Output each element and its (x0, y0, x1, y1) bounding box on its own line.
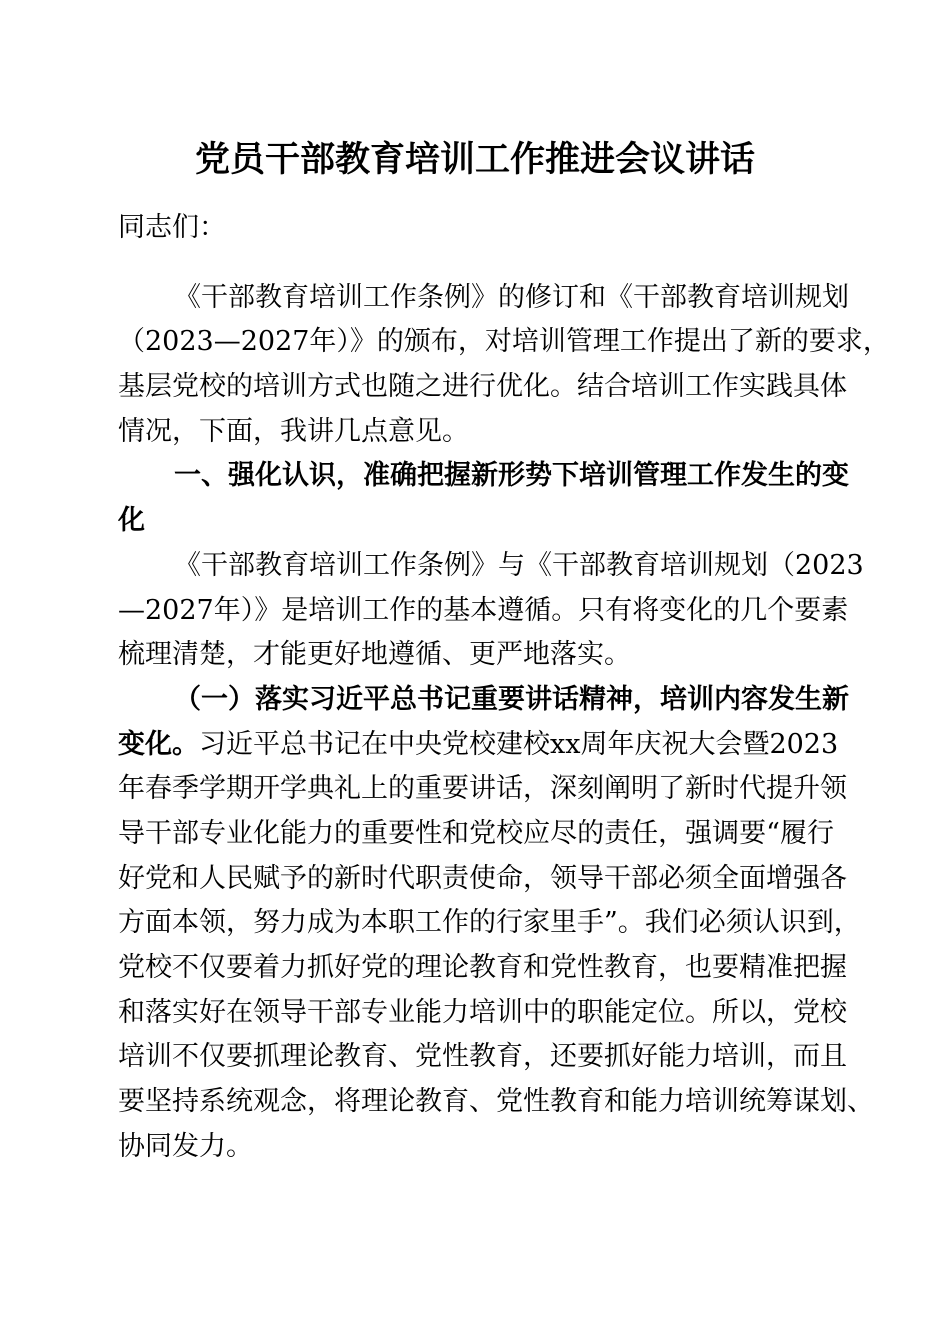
text-line: 导干部专业化能力的重要性和党校应尽的责任，强调要“履行 (118, 817, 834, 849)
text-line: （2023—2027年）》的颁布，对培训管理工作提出了新的要求， (118, 326, 890, 358)
text-line: 基层党校的培训方式也随之进行优化。结合培训工作实践具体 (118, 371, 847, 403)
text-line: 和落实好在领导干部专业能力培训中的职能定位。所以，党校 (118, 996, 847, 1028)
subsection-paragraph (118, 678, 874, 1170)
heading-line: 一、强化认识，准确把握新形势下培训管理工作发生的变 (174, 460, 849, 492)
text-line: —2027年）》是培训工作的基本遵循。只有将变化的几个要素 (118, 594, 849, 626)
subheading-tail: 变化。 (118, 728, 199, 760)
text-line (118, 723, 839, 768)
heading-line: 化 (118, 505, 145, 537)
document-title: 党员干部教育培训工作推进会议讲话 (194, 139, 755, 180)
section-paragraph (118, 544, 864, 678)
salutation: 同志们： (118, 212, 226, 243)
text-line: 好党和人民赋予的新时代职责使命，领导干部必须全面增强各 (118, 862, 847, 894)
text-line: 年春季学期开学典礼上的重要讲话，深刻阐明了新时代提升领 (118, 773, 847, 805)
subheading-line: （一）落实习近平总书记重要讲话精神，培训内容发生新 (174, 683, 849, 715)
text-line: 协同发力。 (118, 1130, 253, 1162)
text-line: 要坚持系统观念，将理论教育、党性教育和能力培训统筹谋划、 (118, 1086, 874, 1118)
intro-paragraph (118, 276, 890, 455)
text-line: 《干部教育培训工作条例》的修订和《干部教育培训规划 (174, 281, 849, 313)
text-line: 党校不仅要着力抓好党的理论教育和党性教育，也要精准把握 (118, 952, 847, 983)
text-line: 梳理清楚，才能更好地遵循、更严地落实。 (118, 639, 631, 671)
text-span: 习近平总书记在中央党校建校xx周年庆祝大会暨2023 (199, 728, 839, 760)
text-line: 培训不仅要抓理论教育、党性教育，还要抓好能力培训，而且 (118, 1041, 847, 1073)
text-line: 方面本领，努力成为本职工作的行家里手”。我们必须认识到， (118, 907, 861, 939)
text-line: 情况，下面，我讲几点意见。 (118, 415, 469, 447)
section-heading (118, 454, 849, 543)
text-line: 《干部教育培训工作条例》与《干部教育培训规划（2023 (174, 549, 864, 581)
document-body (118, 206, 890, 1169)
